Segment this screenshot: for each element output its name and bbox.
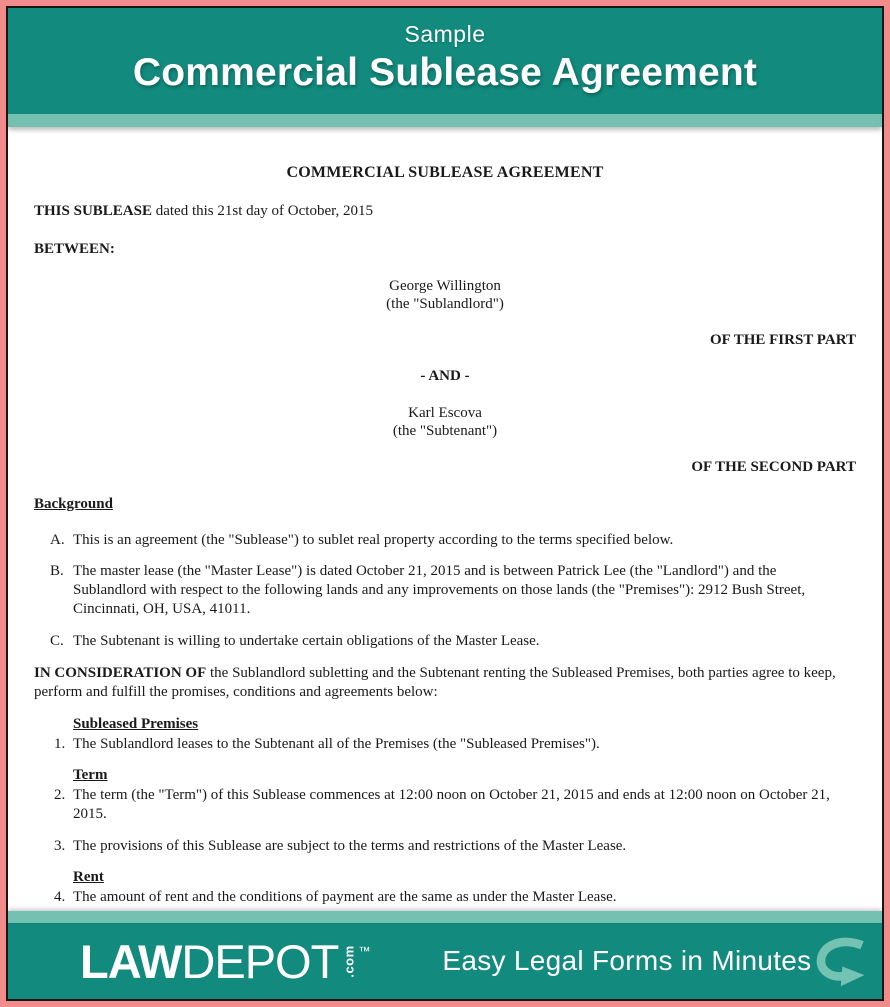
clause-text: The provisions of this Sublease are subject to the terms and restrictions of the Master Lease.	[73, 837, 627, 854]
party2-part-label: OF THE SECOND PART	[691, 459, 856, 475]
party2-block	[34, 404, 856, 442]
item-letter: A.	[50, 531, 65, 548]
banner-title: Commercial Sublease Agreement	[132, 51, 758, 94]
document-title: COMMERCIAL SUBLEASE AGREEMENT	[286, 164, 604, 181]
clause-heading-rent: Rent	[73, 869, 104, 886]
intro-rest: dated this 21st day of October, 2015	[151, 203, 374, 219]
clause-number: 3.	[54, 837, 66, 854]
logo-com-wrap	[340, 938, 358, 984]
party1-name: George Willington	[389, 277, 501, 294]
clause-heading-subleased-premises: Subleased Premises	[73, 715, 199, 732]
document-body	[8, 127, 882, 911]
party1-block	[34, 277, 856, 315]
page-inner-border	[6, 6, 884, 1001]
clause-text: The Sublandlord leases to the Subtenant all of the Premises (the "Subleased Premises").	[73, 735, 600, 752]
item-letter: B.	[50, 563, 64, 580]
lawdepot-logo	[80, 934, 371, 988]
logo-law-text: LAW	[80, 934, 182, 988]
consideration-rest: the Sublandlord subletting and the Subtenant renting the Subleased Premises, both parties agree to keep, perform and fulfill the promises, conditions and agreements below:	[34, 665, 836, 700]
background-heading: Background	[34, 495, 113, 512]
clause-3	[34, 837, 856, 856]
footer-tagline: Easy Legal Forms in Minutes	[442, 945, 812, 976]
footer-accent-strip	[8, 911, 882, 923]
party1-role: (the "Sublandlord")	[386, 296, 504, 313]
item-text: The master lease (the "Master Lease") is dated October 21, 2015 and is between Patrick Lee (the "Landlord") and the Sublandlord with respect to the following lands and any improvements on those lands (the "Premises"): 2912 Bush Street, Cincinnati, OH, USA, 41011.	[73, 563, 806, 617]
trademark-symbol: ™	[358, 943, 371, 958]
curved-arrow-icon	[811, 935, 869, 987]
and-separator: - AND -	[420, 367, 470, 384]
clause-4	[34, 888, 856, 907]
clause-number: 2.	[54, 787, 66, 803]
background-item-a	[34, 531, 856, 550]
footer-banner	[8, 923, 882, 999]
logo-depot-text: DEPOT	[181, 934, 339, 988]
between-label: BETWEEN:	[34, 240, 115, 257]
header-banner	[8, 8, 882, 114]
clause-heading-term: Term	[73, 767, 108, 784]
clause-text: The term (the "Term") of this Sublease commences at 12:00 noon on October 21, 2015 and ends at 12:00 noon on October 21, 2015.	[73, 787, 830, 822]
clause-number: 1.	[54, 735, 66, 752]
party1-part-label: OF THE FIRST PART	[709, 332, 856, 348]
consideration-paragraph	[34, 664, 856, 702]
logo-com-text: .com	[341, 944, 357, 978]
item-text: This is an agreement (the "Sublease") to sublet real property according to the terms specified below.	[73, 531, 674, 548]
item-letter: C.	[50, 632, 64, 649]
clause-number: 4.	[54, 889, 66, 905]
intro-bold: THIS SUBLEASE	[34, 203, 152, 219]
party2-role: (the "Subtenant")	[392, 423, 498, 440]
background-item-c	[34, 632, 856, 651]
sample-label: Sample	[404, 21, 486, 47]
consideration-bold: IN CONSIDERATION OF	[34, 665, 207, 682]
party2-name: Karl Escova	[408, 404, 482, 421]
header-accent-strip	[8, 114, 882, 127]
item-text: The Subtenant is willing to undertake certain obligations of the Master Lease.	[73, 632, 540, 649]
intro-line	[34, 202, 856, 221]
background-item-b	[34, 562, 856, 618]
clause-1	[34, 735, 856, 754]
clause-text: The amount of rent and the conditions of payment are the same as under the Master Lease.	[73, 889, 617, 905]
clause-2	[34, 786, 856, 824]
